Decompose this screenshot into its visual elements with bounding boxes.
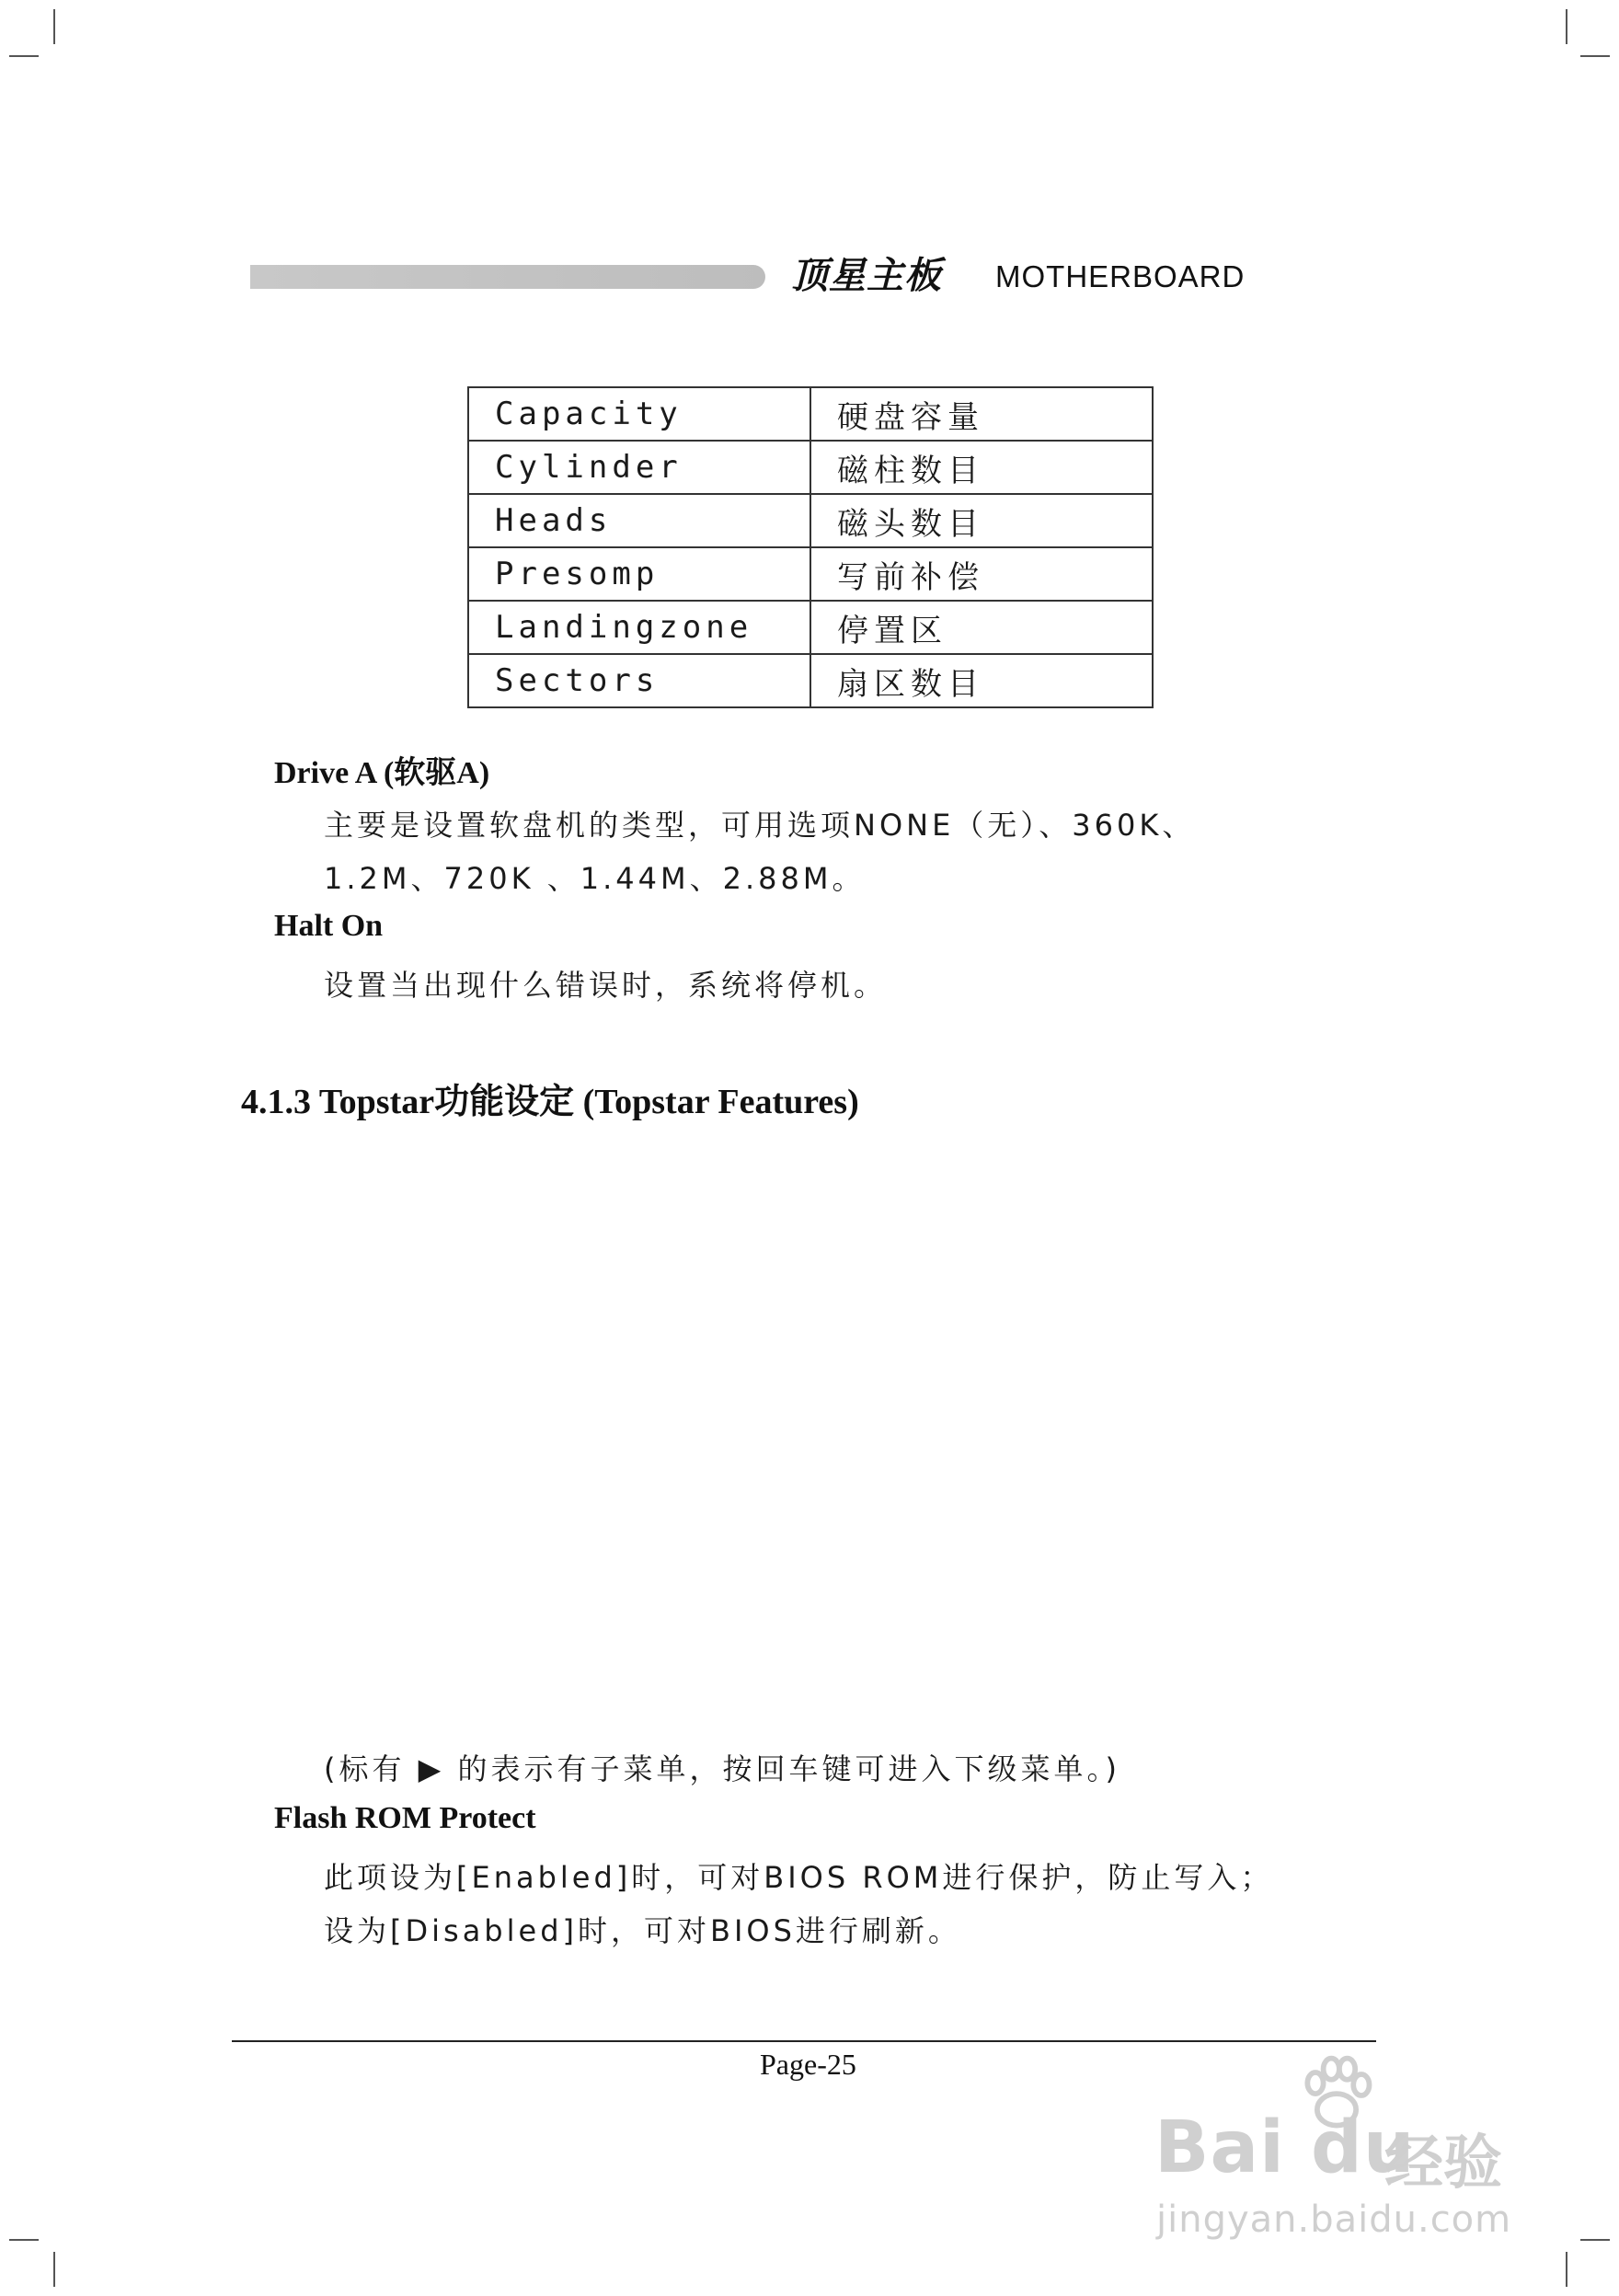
term-en: Cylinder: [468, 441, 810, 494]
crop-mark: [9, 2239, 39, 2241]
term-cn: 硬盘容量: [810, 387, 1153, 441]
table-row: [468, 654, 1153, 707]
term-en: Presomp: [468, 547, 810, 601]
header-bar: [250, 265, 765, 289]
table-row: [468, 494, 1153, 547]
crop-mark: [1580, 55, 1610, 57]
halt-on-desc: 设置当出现什么错误时，系统将停机。: [324, 968, 888, 1003]
crop-mark: [53, 2252, 55, 2287]
flash-rom-heading: Flash ROM Protect: [274, 1801, 536, 1835]
footer-rule: [232, 2040, 1376, 2042]
term-table: [467, 386, 1154, 708]
term-cn: 磁柱数目: [810, 441, 1153, 494]
term-cn: 写前补偿: [810, 547, 1153, 601]
drive-a-heading: Drive A (软驱A): [274, 756, 490, 790]
page-number: Page-25: [760, 2048, 856, 2081]
crop-mark: [1566, 9, 1567, 44]
crop-mark: [53, 9, 55, 44]
term-cn: 扇区数目: [810, 654, 1153, 707]
flash-rom-desc-line2: 设为[Disabled]时，可对BIOS进行刷新。: [324, 1913, 961, 1948]
watermark-url: jingyan.baidu.com: [1156, 2198, 1512, 2241]
term-en: Sectors: [468, 654, 810, 707]
term-cn: 停置区: [810, 601, 1153, 654]
crop-mark: [1580, 2239, 1610, 2241]
table-row: [468, 441, 1153, 494]
crop-mark: [1566, 2252, 1567, 2287]
crop-mark: [9, 55, 39, 57]
table-row: [468, 547, 1153, 601]
brand-cn: 顶星主板: [791, 255, 942, 297]
brand-en: MOTHERBOARD: [995, 259, 1246, 293]
table-row: [468, 601, 1153, 654]
term-en: Landingzone: [468, 601, 810, 654]
section-title: 4.1.3 Topstar功能设定 (Topstar Features): [241, 1083, 859, 1121]
watermark-cn: 经验: [1384, 2130, 1502, 2198]
drive-a-desc-line1: 主要是设置软盘机的类型，可用选项NONE（无）、360K、: [324, 808, 1196, 843]
baidu-watermark: [1154, 2051, 1550, 2244]
term-en: Heads: [468, 494, 810, 547]
watermark-logo: Bai du: [1154, 2107, 1416, 2189]
submenu-note: (标有 ▶ 的表示有子菜单，按回车键可进入下级菜单。): [324, 1751, 1120, 1786]
flash-rom-desc-line1: 此项设为[Enabled]时，可对BIOS ROM进行保护，防止写入；: [324, 1860, 1274, 1895]
table-row: [468, 387, 1153, 441]
halt-on-heading: Halt On: [274, 909, 384, 943]
drive-a-desc-line2: 1.2M、720K 、1.44M、2.88M。: [324, 861, 866, 896]
term-cn: 磁头数目: [810, 494, 1153, 547]
term-en: Capacity: [468, 387, 810, 441]
